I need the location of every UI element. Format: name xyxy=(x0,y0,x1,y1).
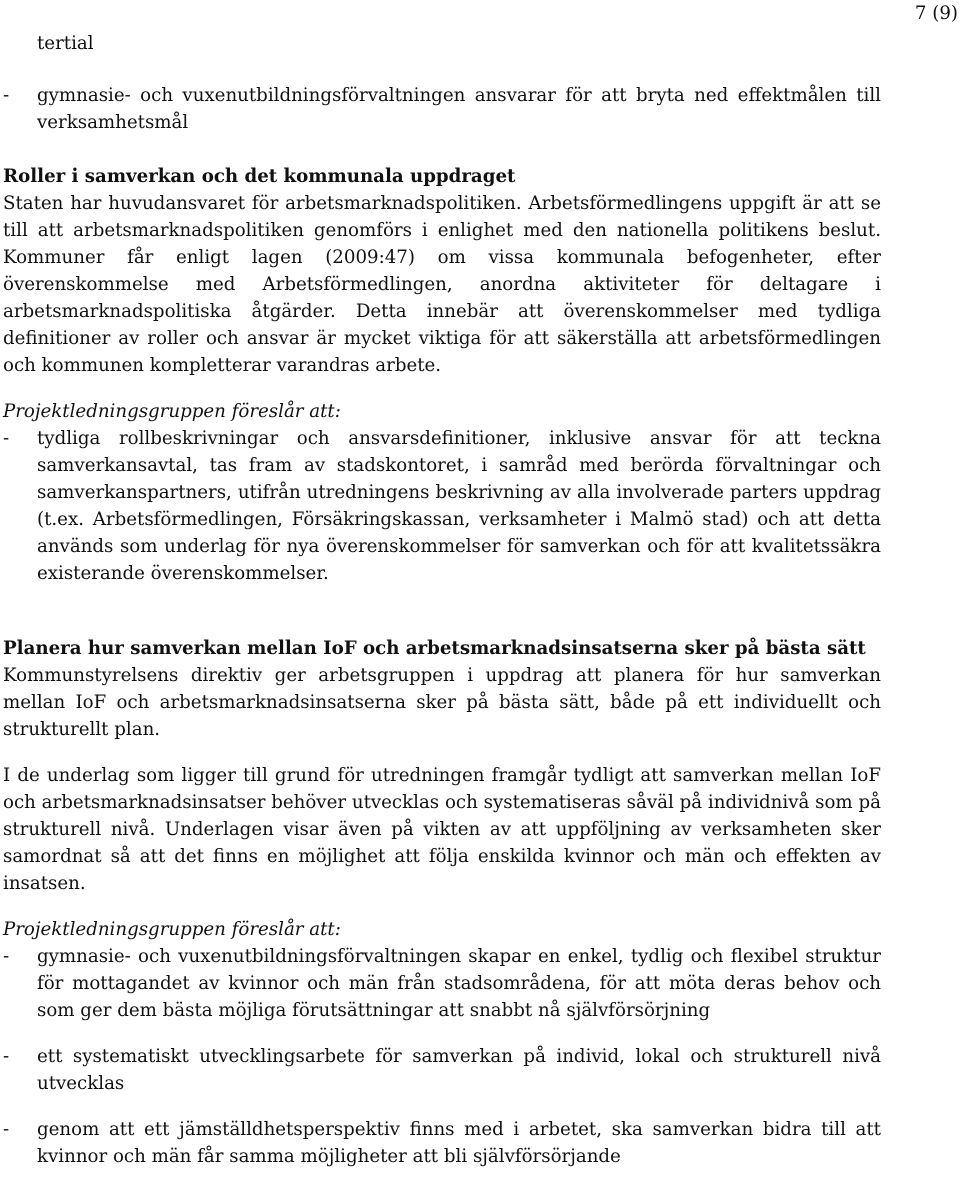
section1-proposal-item xyxy=(3,425,881,587)
section1-proposal-text: tydliga rollbeskrivningar och ansvarsdefinitioner, inklusive ansvar för att teckna samverkansavtal, tas fram av stadskontoret, i samråd med berörda förvaltningar och samverkanspartners, utifrån utredningens beskrivning av alla involverade parters uppdrag (t.ex. Arbetsförmedlingen, Försäkringskassan, verksamheter i Malmö stad) och att detta används som underlag för nya överenskommelser för samverkan och för att kvalitetssäkra existerande överenskommelser. xyxy=(37,428,881,584)
section1-body: Staten har huvudansvaret för arbetsmarknadspolitiken. Arbetsförmedlingens uppgift är att se till att arbetsmarknadspolitiken genomförs i enlighet med den nationella politikens beslut. Kommuner får enligt lagen (2009:47) om vissa kommunala befogenheter, efter överenskommelse med Arbetsförmedlingen, anordna aktiviteter för deltagare i arbetsmarknadspolitiska åtgärder. Detta innebär att överenskommelser med tydliga definitioner av roller och ansvar är mycket viktiga för att säkerställa att arbetsförmedlingen och kommunen kompletterar varandras arbete. xyxy=(3,193,881,376)
section2-para1: Kommunstyrelsens direktiv ger arbetsgruppen i uppdrag att planera för hur samverkan mellan IoF och arbetsmarknadsinsatserna sker på bästa sätt, både på ett individuellt och strukturellt plan. xyxy=(3,665,881,740)
section2-proposal-label: Projektledningsgruppen föreslår att: xyxy=(3,919,341,940)
section2-proposal-item xyxy=(3,1116,881,1170)
section1-heading: Roller i samverkan och det kommunala uppdraget xyxy=(3,166,516,187)
page-number: 7 (9) xyxy=(914,3,958,24)
document-body xyxy=(3,0,881,1170)
section1-proposal-label: Projektledningsgruppen föreslår att: xyxy=(3,401,341,422)
section2-proposal-item xyxy=(3,943,881,1024)
intro-bullet-text: gymnasie- och vuxenutbildningsförvaltningen ansvarar för att bryta ned effektmålen till verksamhetsmål xyxy=(37,85,881,133)
intro-tertial: tertial xyxy=(37,33,94,54)
list-dash: - xyxy=(3,428,10,449)
section2-proposal-text: genom att ett jämställdhetsperspektiv finns med i arbetet, ska samverkan bidra till att kvinnor och män får samma möjligheter att bli självförsörjande xyxy=(37,1119,881,1167)
section2-proposal-text: ett systematiskt utvecklingsarbete för samverkan på individ, lokal och strukturell nivå utvecklas xyxy=(37,1046,881,1094)
section2-heading: Planera hur samverkan mellan IoF och arbetsmarknadsinsatserna sker på bästa sätt xyxy=(3,638,866,659)
list-dash: - xyxy=(3,946,10,967)
list-dash: - xyxy=(3,1119,10,1140)
section2-proposal-text: gymnasie- och vuxenutbildningsförvaltningen skapar en enkel, tydlig och flexibel struktur för mottagandet av kvinnor och män från stadsområdena, för att möta deras behov och som ger dem bästa möjliga förutsättningar att snabbt nå självförsörjning xyxy=(37,946,881,1021)
list-dash: - xyxy=(3,85,10,106)
intro-list-item xyxy=(3,82,881,136)
section2-para2: I de underlag som ligger till grund för utredningen framgår tydligt att samverkan mellan IoF och arbetsmarknadsinsatser behöver utvecklas och systematiseras såväl på individnivå som på strukturell nivå. Underlagen visar även på vikten av att uppföljning av verksamheten sker samordnat så att det finns en möjlighet att följa enskilda kvinnor och män och effekten av insatsen. xyxy=(3,765,881,894)
section2-proposal-item xyxy=(3,1043,881,1097)
list-dash: - xyxy=(3,1046,10,1067)
